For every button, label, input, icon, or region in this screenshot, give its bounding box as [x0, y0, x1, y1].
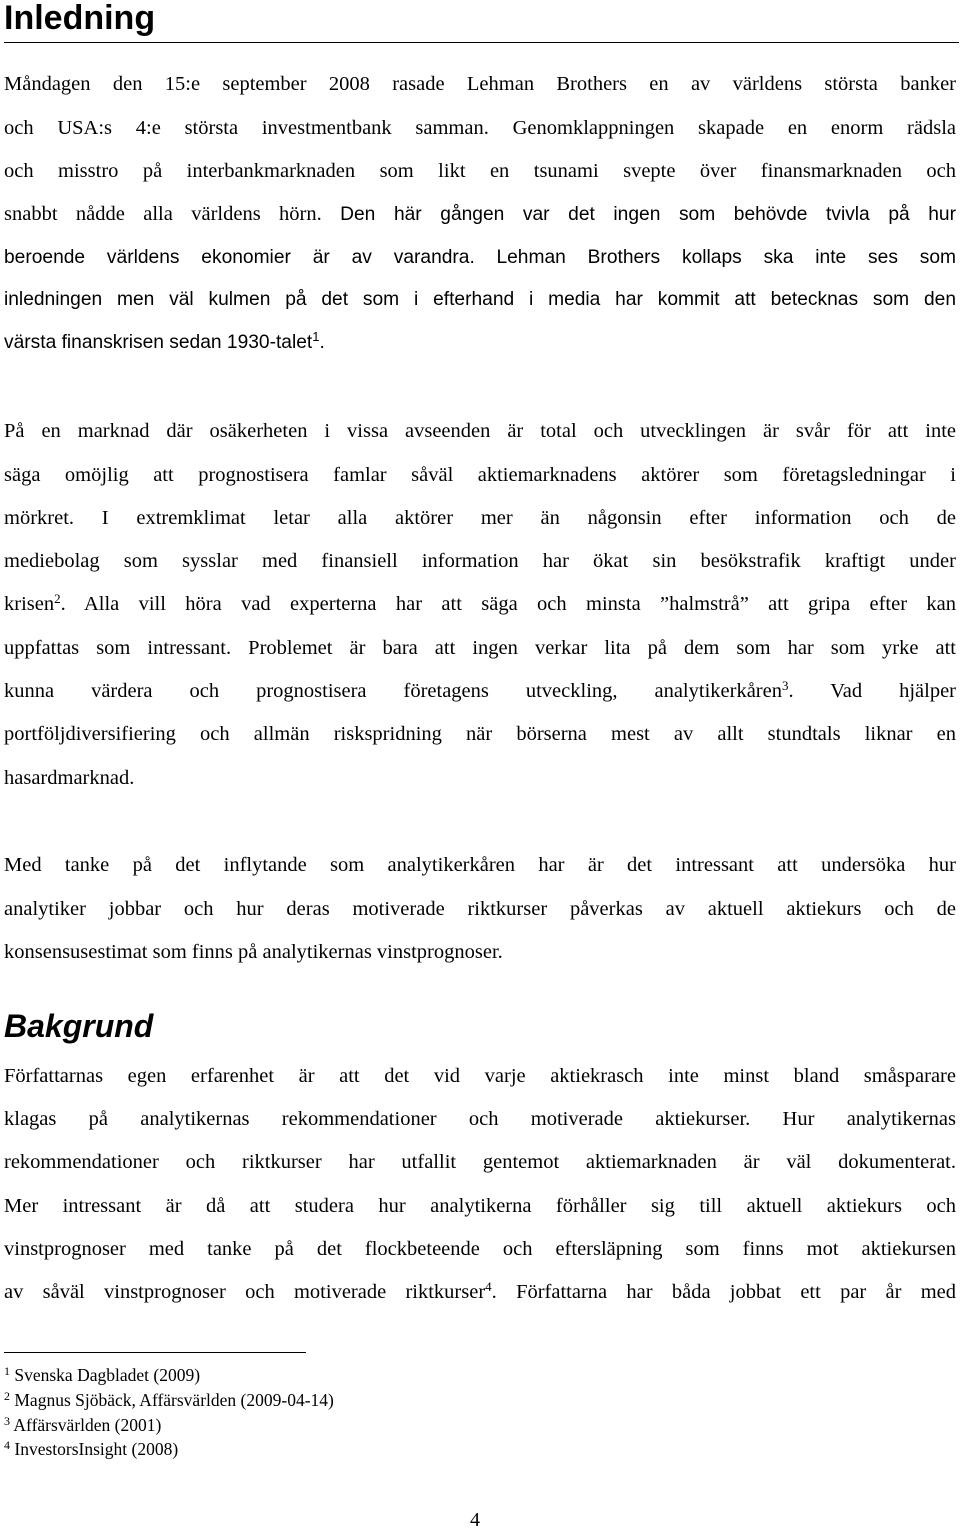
heading-bakgrund: Bakgrund	[4, 1008, 154, 1044]
footnote-number: 1	[4, 1364, 10, 1378]
text-line	[4, 201, 956, 228]
footnote-ref[interactable]: 2	[54, 591, 61, 606]
text-line: Måndagen den 15:e september 2008 rasade Lehman Brothers en av världens största banker	[4, 73, 956, 95]
footnote-text: Svenska Dagbladet (2009)	[14, 1365, 201, 1385]
footnote-number: 4	[4, 1438, 10, 1452]
text-run: kunna värdera och prognostisera företagens utveckling, analytikerkåren	[4, 680, 782, 702]
footnote-number: 3	[4, 1414, 10, 1428]
text-line: analytiker jobbar och hur deras motiverade riktkurser påverkas av aktuell aktiekurs och de	[4, 898, 956, 920]
text-run: . Alla vill höra vad experterna har att säga och minsta ”halmstrå” att gripa efter kan	[60, 593, 956, 615]
text-run: snabbt nådde alla världens hörn.	[4, 203, 322, 225]
footnote-ref[interactable]: 3	[781, 678, 789, 693]
text-line: hasardmarknad.	[4, 767, 135, 789]
text-line	[4, 678, 956, 704]
text-line: klagas på analytikernas rekommendationer och motiverade aktiekurser. Hur analytikernas	[4, 1108, 956, 1130]
heading-underline	[4, 42, 959, 43]
footnote	[4, 1364, 200, 1386]
text-line: Mer intressant är då att studera hur analytikerna förhåller sig till aktuell aktiekurs och	[4, 1195, 956, 1217]
text-line: konsensusestimat som finns på analytikernas vinstprognoser.	[4, 941, 503, 963]
text-line: Författarnas egen erfarenhet är att det vid varje aktiekrasch inte minst bland småsparare	[4, 1065, 956, 1087]
text-line: På en marknad där osäkerheten i vissa avseenden är total och utvecklingen är svår för att inte	[4, 420, 956, 442]
text-run: . Författarna har båda jobbat ett par år med	[491, 1281, 956, 1303]
text-line	[4, 591, 956, 617]
page-number: 4	[470, 1509, 480, 1531]
text-line	[4, 1279, 956, 1305]
text-run-sans: beroende världens ekonomier är av varandra.	[4, 247, 475, 268]
text-line: och USA:s 4:e största investmentbank samman. Genomklappningen skapade en enorm rädsla	[4, 117, 956, 139]
text-line: uppfattas som intressant. Problemet är bara att ingen verkar lita på dem som har som yrke att	[4, 637, 956, 659]
footnote-text: Magnus Sjöbäck, Affärsvärlden (2009-04-14)	[14, 1390, 334, 1410]
footnote-text: InvestorsInsight (2008)	[14, 1439, 179, 1459]
heading-inledning: Inledning	[4, 0, 156, 37]
text-line: Med tanke på det inflytande som analytikerkåren har är det intressant att undersöka hur	[4, 854, 956, 876]
text-line	[4, 330, 956, 356]
text-line: vinstprognoser med tanke på det flockbeteende och eftersläpning som finns mot aktiekursen	[4, 1238, 956, 1260]
footnote-number: 2	[4, 1389, 10, 1403]
footnote-ref[interactable]: 4	[485, 1279, 492, 1294]
text-run: av såväl vinstprognoser och motiverade riktkurser	[4, 1281, 486, 1303]
text-line: inledningen men väl kulmen på det som i efterhand i media har kommit att betecknas som den	[4, 289, 956, 310]
text-run: krisen	[4, 593, 55, 615]
text-run: . Vad hjälper	[788, 680, 956, 702]
text-run-sans: värsta finanskrisen sedan 1930-talet	[4, 332, 313, 353]
footnote-ref[interactable]: 1	[312, 329, 320, 344]
footnote-separator	[4, 1352, 306, 1353]
text-line: säga omöjlig att prognostisera famlar såväl aktiemarknadens aktörer som företagsledningar i	[4, 464, 956, 486]
footnote	[4, 1414, 161, 1436]
footnote-text: Affärsvärlden (2001)	[13, 1415, 162, 1435]
text-run-sans: Lehman Brothers kollaps ska inte ses som	[496, 247, 956, 268]
text-run-sans: Den här gången var det ingen som behövde tvivla på hur	[340, 204, 956, 225]
footnote	[4, 1389, 334, 1411]
text-line: rekommendationer och riktkurser har utfallit gentemot aktiemarknaden är väl dokumenterat.	[4, 1151, 956, 1173]
text-line: mediebolag som sysslar med finansiell information har ökat sin besökstrafik kraftigt under	[4, 550, 956, 572]
text-line: och misstro på interbankmarknaden som likt en tsunami svepte över finansmarknaden och	[4, 160, 956, 182]
text-run-sans: .	[319, 332, 325, 353]
text-line: mörkret. I extremklimat letar alla aktörer mer än någonsin efter information och de	[4, 507, 956, 529]
footnote	[4, 1438, 178, 1460]
text-line	[4, 244, 956, 271]
text-line: portföljdiversifiering och allmän riskspridning när börserna mest av allt stundtals liknar en	[4, 723, 956, 745]
